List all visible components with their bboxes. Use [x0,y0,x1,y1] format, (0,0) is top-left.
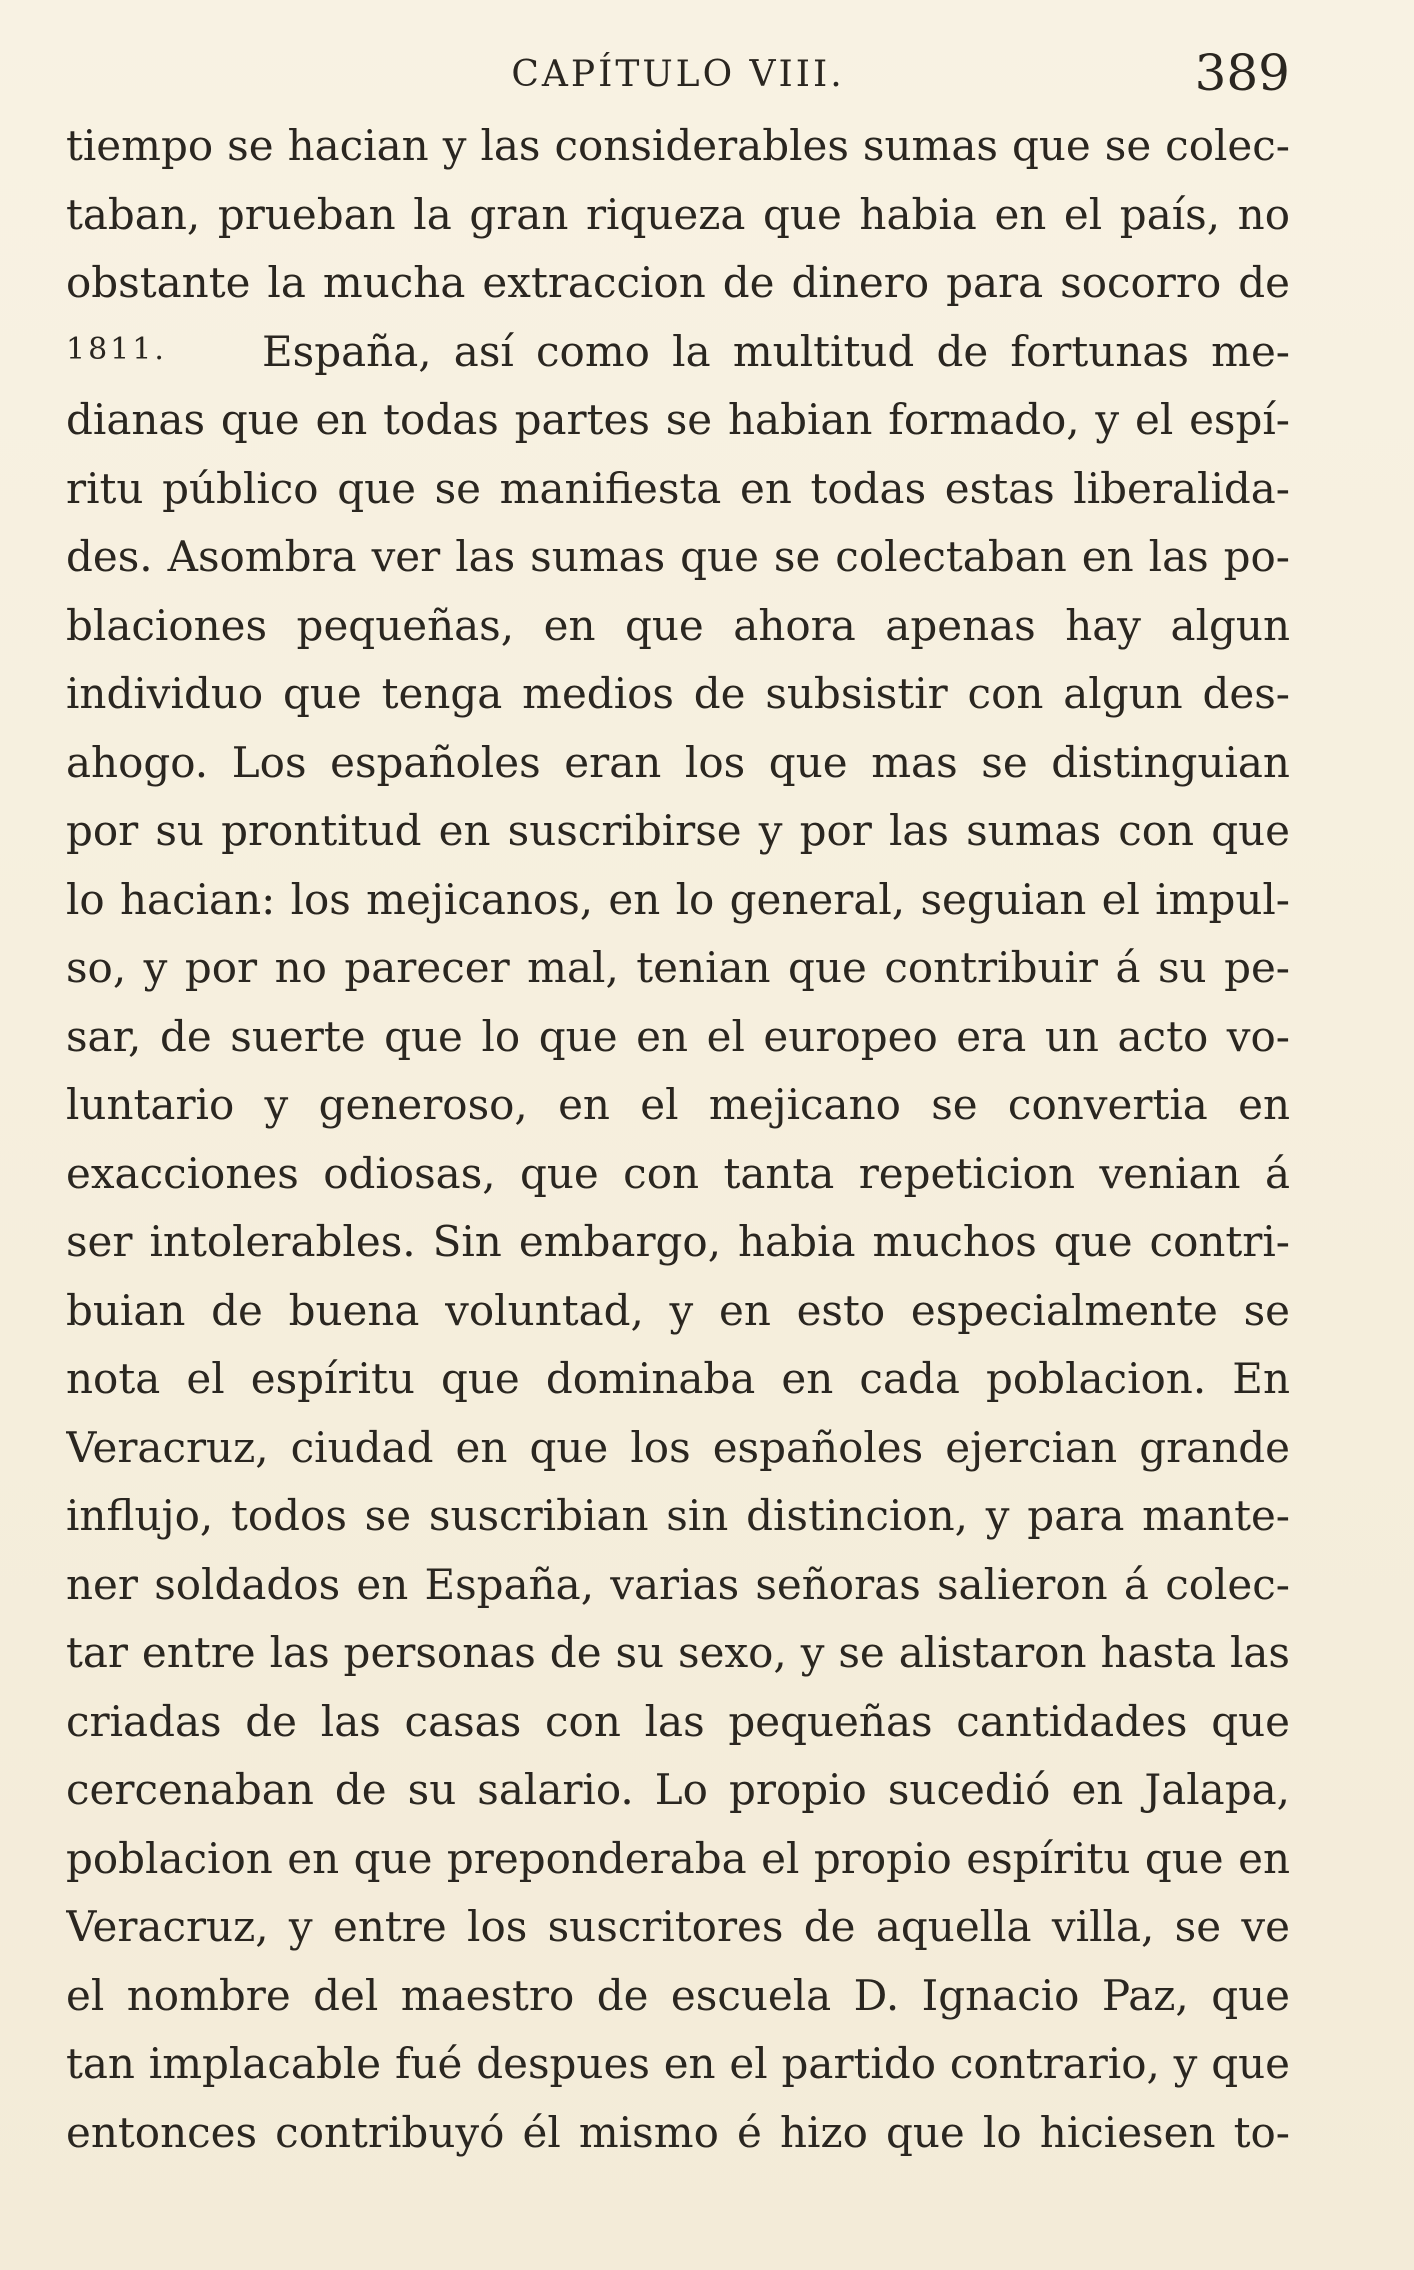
text-line [66,1893,1290,1962]
text-line [66,1825,1290,1894]
text-line-content: des. Asombra ver las sumas que se colectaban en las po- [66,532,1290,581]
text-line [66,318,1290,387]
text-line-content: ahogo. Los españoles eran los que mas se distinguian [66,737,1290,787]
text-line [66,1688,1290,1757]
text-line [66,1140,1290,1209]
page-number: 389 [1194,44,1290,102]
text-line-content: ser intolerables. Sin embargo, habia muchos que contri- [66,1217,1290,1266]
text-line [66,1551,1290,1620]
text-line-content: taban, prueban la gran riqueza que habia en el país, no [66,189,1290,239]
text-line-content: individuo que tenga medios de subsistir con algun des- [66,669,1290,718]
text-line-content: entonces contribuyó él mismo é hizo que lo hiciesen to- [66,2107,1290,2157]
text-line-content: por su prontitud en suscribirse y por las sumas con que [66,806,1290,855]
text-line [66,1345,1290,1414]
text-line [66,181,1290,250]
text-line-content: tan implacable fué despues en el partido contrario, y que [66,2039,1290,2088]
text-line-content: cercenaban de su salario. Lo propio sucedió en Jalapa, [66,1765,1290,1814]
text-line [66,523,1290,592]
text-line [66,866,1290,935]
text-line [66,797,1290,866]
text-line [66,455,1290,524]
text-line-content: buian de buena voluntad, y en esto especialmente se [66,1285,1290,1335]
text-line [66,729,1290,798]
text-line-content: tar entre las personas de su sexo, y se alistaron hasta las [66,1628,1290,1677]
text-line-content: nota el espíritu que dominaba en cada poblacion. En [66,1354,1290,1403]
text-line-content: España, así como la multitud de fortunas me- [262,326,1290,376]
running-head: CAPÍTULO VIII. [511,54,845,95]
text-line-content: obstante la mucha extraccion de dinero para socorro de [66,258,1290,307]
page-header [66,44,1290,114]
text-line [66,1414,1290,1483]
text-line-content: tiempo se hacian y las considerables sumas que se colec- [66,121,1290,170]
text-line-content: dianas que en todas partes se habian formado, y el espí- [66,395,1290,444]
text-line [66,660,1290,729]
text-line [66,1071,1290,1140]
text-line [66,934,1290,1003]
text-line [66,2030,1290,2099]
text-line [66,1756,1290,1825]
text-line-content: blaciones pequeñas, en que ahora apenas hay algun [66,600,1290,650]
text-line [66,386,1290,455]
text-line [66,1482,1290,1551]
text-line [66,592,1290,661]
text-line-content: el nombre del maestro de escuela D. Ignacio Paz, que [66,1970,1290,2020]
text-line [66,249,1290,318]
text-line-content: so, y por no parecer mal, tenian que contribuir á su pe- [66,943,1290,992]
text-line-content: criadas de las casas con las pequeñas cantidades que [66,1696,1290,1746]
text-line-content: ritu público que se manifiesta en todas estas liberalida- [66,463,1290,513]
text-line [66,1208,1290,1277]
text-line [66,112,1290,181]
text-line-content: ner soldados en España, varias señoras salieron á colec- [66,1559,1290,1609]
text-line-content: luntario y generoso, en el mejicano se convertia en [66,1080,1290,1129]
margin-date-note: 1811. [66,331,167,367]
text-line [66,1277,1290,1346]
text-line [66,2099,1290,2168]
text-line-content: influjo, todos se suscribian sin distincion, y para mante- [66,1491,1290,1540]
text-line-content: poblacion en que preponderaba el propio espíritu que en [66,1833,1290,1883]
text-line [66,1619,1290,1688]
body-text [66,112,1290,2167]
text-line-content: exacciones odiosas, que con tanta repeticion venian á [66,1148,1290,1198]
text-line [66,1003,1290,1072]
text-line [66,1962,1290,2031]
text-line-content: Veracruz, ciudad en que los españoles ejercian grande [66,1422,1290,1472]
text-line-content: sar, de suerte que lo que en el europeo era un acto vo- [66,1011,1290,1061]
text-line-content: Veracruz, y entre los suscritores de aquella villa, se ve [66,1902,1290,1951]
text-line-content: lo hacian: los mejicanos, en lo general, seguian el impul- [66,874,1290,924]
